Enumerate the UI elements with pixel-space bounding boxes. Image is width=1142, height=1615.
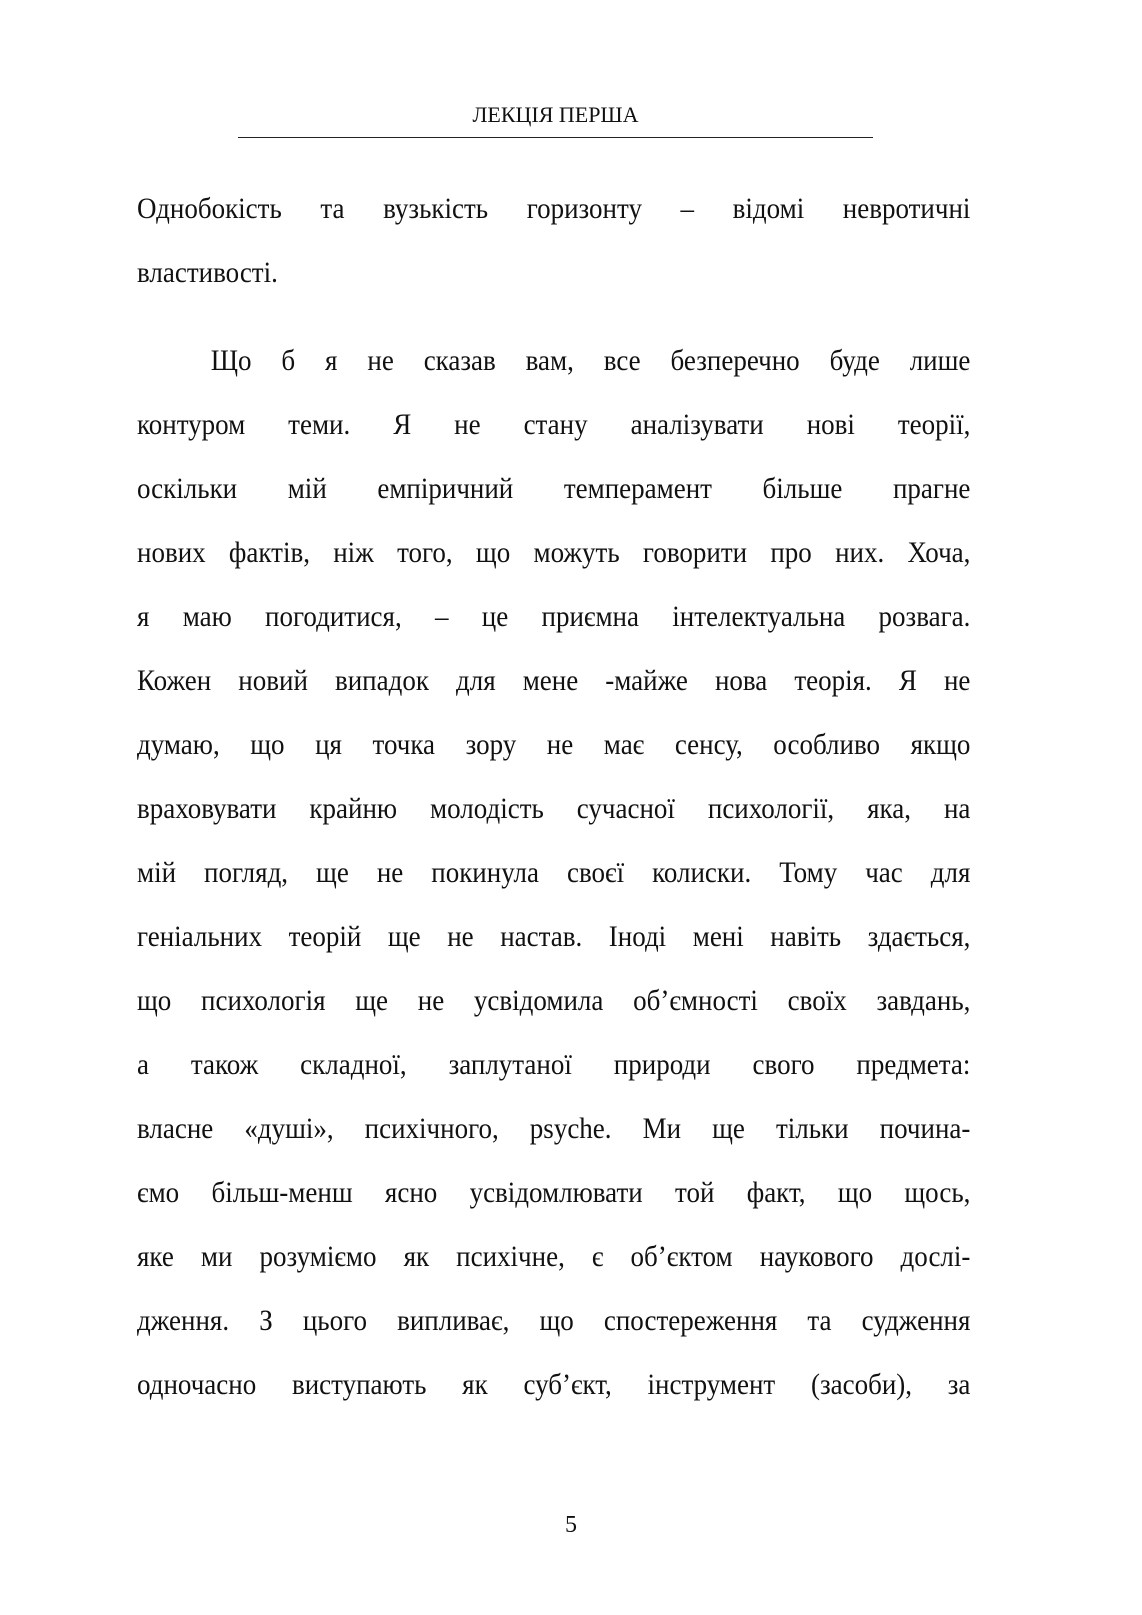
text-line: що психологія ще не усвідомила об’ємності своїх завдань, — [137, 984, 971, 1017]
text-line: нових фактів, ніж того, що можуть говорити про них. Хоча, — [137, 536, 971, 569]
text-line: властивості. — [137, 256, 278, 289]
text-line: враховувати крайню молодість сучасної психології, яка, на — [137, 792, 971, 825]
text-line: я маю погодитися, – це приємна інтелектуальна розвага. — [137, 600, 971, 633]
text-line: оскільки мій емпіричний темперамент більше прагне — [137, 472, 971, 505]
text-line: одночасно виступають як суб’єкт, інструмент (засоби), за — [137, 1368, 971, 1401]
text-line: думаю, що ця точка зору не має сенсу, особливо якщо — [137, 728, 971, 761]
text-line: а також складної, заплутаної природи свого предмета: — [137, 1048, 971, 1081]
paragraph — [137, 329, 971, 1417]
text-line: Однобокість та вузькість горизонту – відомі невротичні — [137, 192, 971, 225]
paragraph — [137, 177, 971, 305]
running-header: ЛЕКЦІЯ ПЕРША — [472, 102, 639, 127]
text-line: геніальних теорій ще не настав. Іноді мені навіть здається, — [137, 920, 971, 953]
text-line: власне «душі», психічного, psyche. Ми ще тільки почина- — [137, 1112, 971, 1145]
text-line: контуром теми. Я не стану аналізувати нові теорії, — [137, 408, 971, 441]
text-line: дження. З цього випливає, що спостереження та судження — [137, 1304, 971, 1337]
page-number: 5 — [565, 1512, 577, 1538]
text-line: яке ми розуміємо як психічне, є об’єктом наукового дослі- — [137, 1240, 971, 1273]
text-line: мій погляд, ще не покинула своєї колиски. Тому час для — [137, 856, 971, 889]
text-line: ємо більш-менш ясно усвідомлювати той факт, що щось, — [137, 1176, 971, 1209]
body-text — [137, 177, 971, 1417]
paragraph-gap — [137, 305, 971, 329]
text-line: Що б я не сказав вам, все безперечно буде лише — [210, 344, 971, 377]
text-line: Кожен новий випадок для мене -майже нова теорія. Я не — [137, 664, 971, 697]
header-rule — [238, 137, 873, 138]
